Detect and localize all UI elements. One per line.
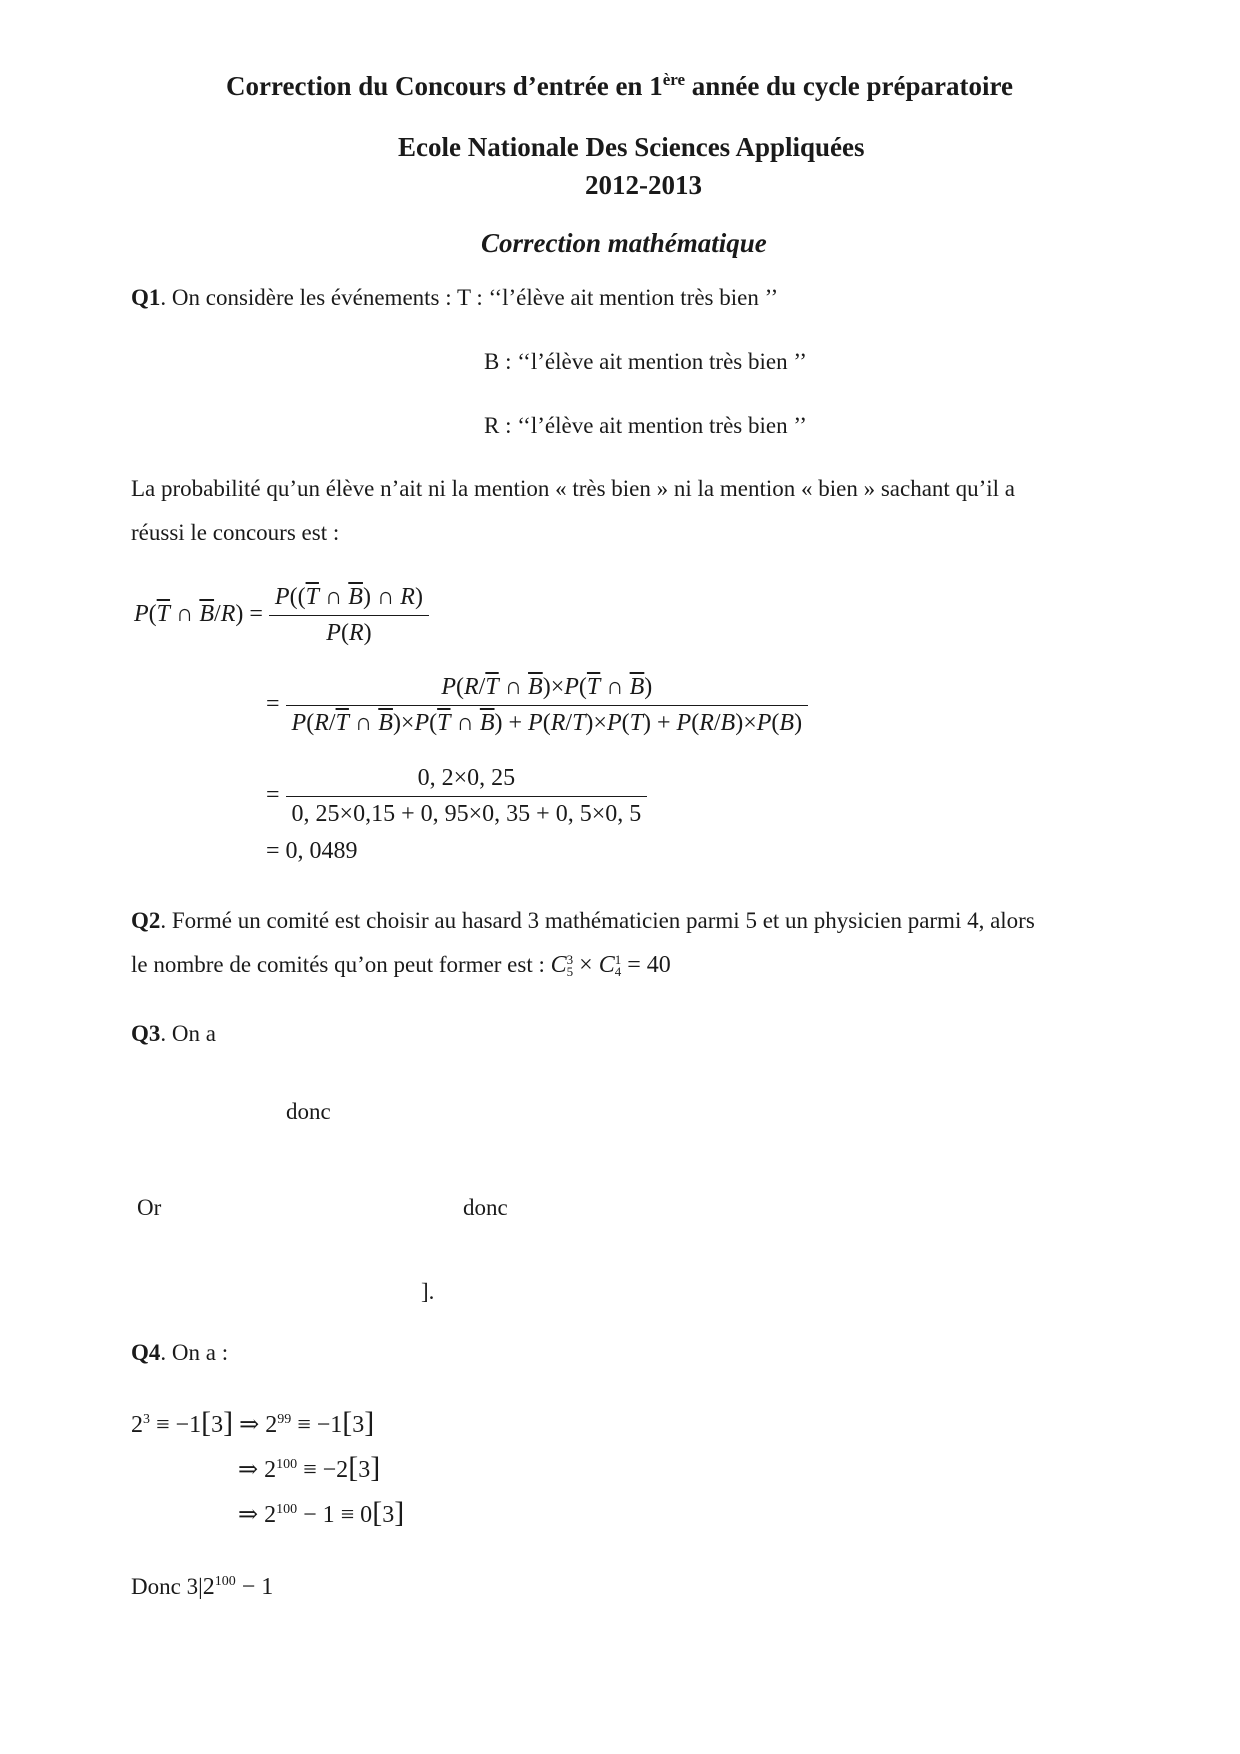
q4-congruence-line2: ⇒ $2^{100} \equiv -2[3]$ xyxy=(238,1451,381,1484)
q3-or: Or xyxy=(137,1195,162,1220)
q2-line1: Q2. Formé un comité est choisir au hasard 3 mathématicien parmi 5 et un physicien parmi 4, alors xyxy=(131,908,1035,933)
q3-intro: Q3. On a xyxy=(131,1021,216,1046)
bayes-fraction: $\frac{P(R/\overline{T} \cap \overline{B})\times P(\overline{T} \cap \overline{B})}{P(R/\overline{T} \cap \overline{B})\times P(\overline{T} \cap \overline{B}) + P(R/T)\times P(T) + P(R/B)\times P(B)}$ xyxy=(286,674,809,737)
q1-event-r: R : ‘‘l’élève ait mention très bien ’’ xyxy=(484,413,807,438)
academic-year: 2012-2013 xyxy=(585,170,702,200)
q3-bracket: ]. xyxy=(421,1279,435,1304)
q1-statement-line1: La probabilité qu’un élève n’ait ni la mention « très bien » ni la mention « bien » sachant qu’il a xyxy=(131,476,1015,501)
school-name: Ecole Nationale Des Sciences Appliquées xyxy=(398,132,865,162)
q4-conclusion: Donc $3|2^{100} - 1$ xyxy=(131,1574,274,1600)
q4-intro: Q4. On a : xyxy=(131,1340,229,1365)
q1-label: Q1 xyxy=(131,285,161,310)
section-heading: Correction mathématique xyxy=(481,228,767,258)
q1-formula-line2: = $\frac{P(R/\overline{T} \cap \overline{B})\times P(\overline{T} \cap \overline{B})}{P(R/\overline{T} \cap \overline{B})\times P(\overline{T} \cap \overline{B}) + P(R/T)\times P(T) + P(R/B)\times P(B)}$ xyxy=(266,674,808,737)
q4-congruence-line1: $2^3 \equiv -1[3]$ ⇒ $2^{99} \equiv -1[3]$ xyxy=(131,1406,375,1439)
q1-event-b: B : ‘‘l’élève ait mention très bien ’’ xyxy=(484,349,807,374)
q3-label: Q3 xyxy=(131,1021,161,1046)
title-superscript: ère xyxy=(662,70,686,89)
q4-congruence-line3: ⇒ $2^{100} - 1 \equiv 0[3]$ xyxy=(238,1496,405,1529)
conditional-fraction: $\frac{P((\overline{T} \cap \overline{B}) \cap R)}{P(R)}$ xyxy=(269,584,429,647)
document-title: Correction du Concours d’entrée en 1ère année du cycle préparatoire xyxy=(226,70,1013,101)
q4-label: Q4 xyxy=(131,1340,161,1365)
q1-result: = 0, 0489 xyxy=(266,838,358,864)
numeric-fraction: $\frac{0, 2\times 0, 25}{0, 25\times 0,15 + 0, 95\times 0, 35 + 0, 5\times 0, 5}$ xyxy=(286,765,648,828)
q3-donc-2: donc xyxy=(463,1195,508,1220)
q2-line2: le nombre de comités qu’on peut former est : C 3 5 × C 1 4 = 40 xyxy=(131,952,671,980)
q1-statement-line2: réussi le concours est : xyxy=(131,520,340,545)
q1-intro: Q1. On considère les événements : T : ‘‘l’élève ait mention très bien ’’ xyxy=(131,285,779,310)
q1-formula-line1: $P(\overline{T}$ ∩ $\overline{B}/R$) = $\frac{P((\overline{T} \cap \overline{B}) \cap R)}{P(R)}$ xyxy=(134,584,429,647)
q1-formula-line3: = $\frac{0, 2\times 0, 25}{0, 25\times 0,15 + 0, 95\times 0, 35 + 0, 5\times 0, 5}$ xyxy=(266,765,647,828)
q2-combination: C 3 5 × C 1 4 = 40 xyxy=(550,952,671,980)
q2-label: Q2 xyxy=(131,908,161,933)
q3-donc-1: donc xyxy=(286,1099,331,1124)
